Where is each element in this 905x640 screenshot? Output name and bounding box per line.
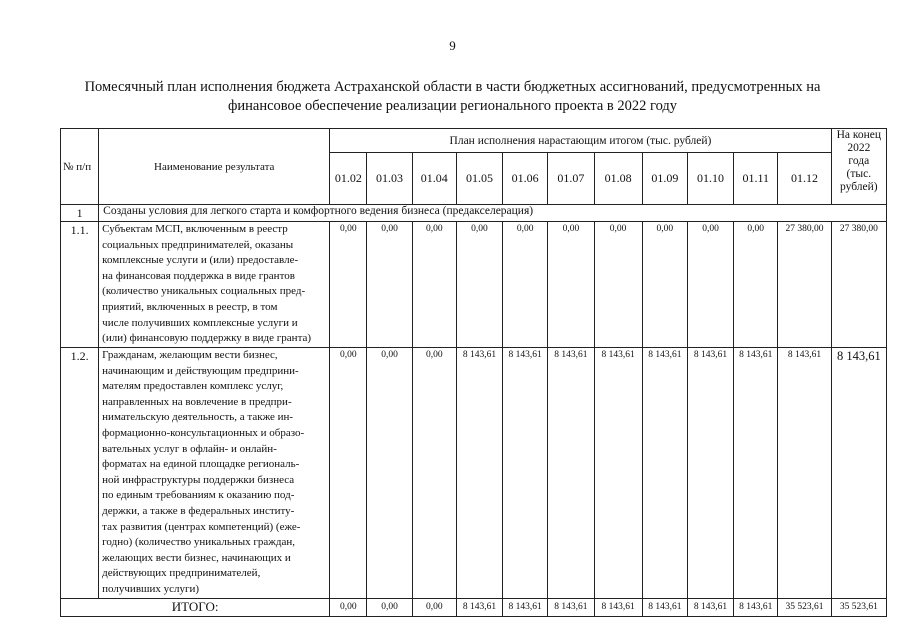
- result-name-line: комплексные услуги и (или) предоставле-: [102, 254, 299, 267]
- month-header: 01.11: [734, 153, 778, 205]
- result-name-line: (количество уникальных социальных пред-: [102, 285, 306, 298]
- document-title-line-2: финансовое обеспечение реализации регионального проекта в 2022 году: [227, 98, 678, 114]
- total-value-cell: 8 143,61: [503, 598, 548, 616]
- result-name-line: вательных услуг в офлайн- и онлайн-: [102, 442, 277, 455]
- total-value-cell: 8 143,61: [594, 598, 642, 616]
- month-header: 01.08: [594, 153, 642, 205]
- total-value-cell: 35 523,61: [778, 598, 831, 616]
- result-name-line: числе получивших комплексные услуги и: [102, 316, 298, 329]
- month-header: 01.09: [642, 153, 687, 205]
- value-cell: 8 143,61: [548, 348, 594, 599]
- month-header: 01.10: [687, 153, 733, 205]
- month-header: 01.03: [367, 153, 412, 205]
- row-number: 1.1.: [61, 222, 99, 348]
- value-cell: 8 143,61: [687, 348, 733, 599]
- value-cell: 8 143,61: [734, 348, 778, 599]
- result-name-line: Гражданам, желающим вести бизнес,: [102, 349, 278, 361]
- result-name-line: форматах на единой площадке региональ-: [102, 458, 300, 471]
- month-header: 01.07: [548, 153, 594, 205]
- value-cell: 0,00: [330, 222, 367, 348]
- total-end-year-value: 35 523,61: [831, 598, 886, 616]
- month-header: 01.12: [778, 153, 831, 205]
- result-name-line: социальных предпринимателей, оказаны: [102, 238, 294, 251]
- result-name-line: на финансовая поддержка в виде грантов: [102, 269, 295, 282]
- header-end-year-line-5: рублей): [840, 181, 878, 193]
- header-end-year-line-4: (тыс.: [846, 168, 872, 180]
- total-row: [61, 598, 887, 616]
- value-cell: 0,00: [503, 222, 548, 348]
- section-number: 1: [61, 205, 99, 222]
- value-cell: 27 380,00: [778, 222, 831, 348]
- value-cell: 0,00: [687, 222, 733, 348]
- month-header: 01.04: [412, 153, 456, 205]
- header-name: Наименование результата: [99, 129, 330, 205]
- document-title-line-1: Помесячный план исполнения бюджета Астраханской области в части бюджетных ассигнований, предусмотренных на: [84, 79, 821, 95]
- table-row: [61, 222, 887, 348]
- budget-plan-table: [60, 128, 887, 617]
- result-name-line: нимательскую деятельность, а также ин-: [102, 411, 294, 424]
- value-cell: 0,00: [734, 222, 778, 348]
- section-title: Созданы условия для легкого старта и комфортного ведения бизнеса (предакселерация): [99, 205, 887, 222]
- value-cell: 8 143,61: [642, 348, 687, 599]
- result-name-line: Субъектам МСП, включенным в реестр: [102, 223, 288, 235]
- result-name-line: годно) (количество уникальных граждан,: [102, 536, 295, 549]
- value-cell: 0,00: [330, 348, 367, 599]
- value-cell: 8 143,61: [503, 348, 548, 599]
- header-end-year: [831, 129, 886, 205]
- row-number: 1.2.: [61, 348, 99, 599]
- value-cell: 8 143,61: [456, 348, 502, 599]
- value-cell: 8 143,61: [778, 348, 831, 599]
- value-cell: 0,00: [367, 348, 412, 599]
- result-name-line: начинающим и действующим предприни-: [102, 364, 299, 377]
- total-value-cell: 0,00: [330, 598, 367, 616]
- end-year-value: 27 380,00: [831, 222, 886, 348]
- total-label: ИТОГО:: [61, 598, 330, 616]
- result-name-line: приятий, включенных в реестр, в том: [102, 300, 278, 313]
- header-end-year-line-3: года: [848, 155, 870, 167]
- value-cell: 0,00: [642, 222, 687, 348]
- section-row: [61, 205, 887, 222]
- total-value-cell: 8 143,61: [734, 598, 778, 616]
- table-row: [61, 348, 887, 599]
- result-name-line: направленных на вовлечение в предпри-: [102, 395, 292, 408]
- result-name-line: (или) финансовую поддержку в виде гранта): [102, 332, 312, 345]
- value-cell: 0,00: [594, 222, 642, 348]
- header-row-1: [61, 129, 887, 153]
- value-cell: 0,00: [412, 348, 456, 599]
- value-cell: 0,00: [456, 222, 502, 348]
- result-name-line: ной инфраструктуры поддержки бизнеса: [102, 473, 295, 486]
- value-cell: 0,00: [412, 222, 456, 348]
- value-cell: 0,00: [367, 222, 412, 348]
- result-name-line: по единым требованиям к оказанию под-: [102, 489, 295, 502]
- total-value-cell: 8 143,61: [456, 598, 502, 616]
- result-name: [99, 222, 330, 348]
- total-value-cell: 0,00: [412, 598, 456, 616]
- month-header: 01.06: [503, 153, 548, 205]
- month-header: 01.02: [330, 153, 367, 205]
- value-cell: 0,00: [548, 222, 594, 348]
- value-cell: 8 143,61: [594, 348, 642, 599]
- month-header: 01.05: [456, 153, 502, 205]
- result-name: [99, 348, 330, 599]
- total-value-cell: 8 143,61: [642, 598, 687, 616]
- total-value-cell: 8 143,61: [687, 598, 733, 616]
- result-name-line: формационно-консультационных и образо-: [102, 426, 305, 439]
- result-name-line: действующих предпринимателей,: [102, 567, 261, 580]
- result-name-line: тах развития (центрах компетенций) (еже-: [102, 520, 301, 533]
- result-name-line: мателям предоставлен комплекс услуг,: [102, 380, 284, 393]
- header-end-year-line-1: На конец: [836, 129, 882, 141]
- total-value-cell: 0,00: [367, 598, 412, 616]
- document-title: [60, 78, 845, 116]
- end-year-value: 8 143,61: [831, 348, 886, 599]
- result-name-line: получивших услуги): [102, 582, 200, 595]
- result-name-line: держки, а также в федеральных институ-: [102, 504, 295, 517]
- header-num: № п/п: [61, 129, 99, 205]
- result-name-line: желающих вести бизнес, начинающих и: [102, 551, 291, 564]
- page-number: 9: [449, 38, 456, 53]
- header-plan: План исполнения нарастающим итогом (тыс. рублей): [330, 129, 831, 153]
- header-end-year-line-2: 2022: [847, 142, 871, 154]
- total-value-cell: 8 143,61: [548, 598, 594, 616]
